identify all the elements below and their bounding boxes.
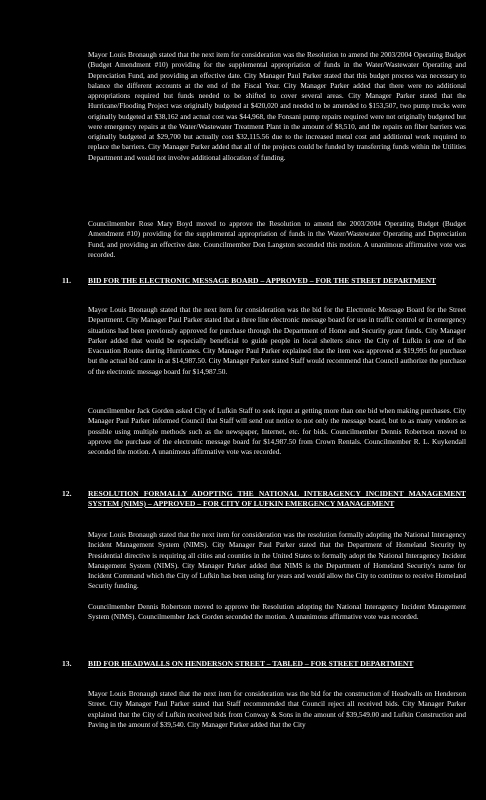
paragraph-budget-motion: Councilmember Rose Mary Boyd moved to approve the Resolution to amend the 2003/2004 Operating Budget (Budget Amendment #10) providing for the supplemental appropriation of funds in the Water/Wastewater Operating and Depreciation Fund, and providing an effective date. Councilmember Don Langston seconded this motion. A unanimous affirmative vote was recorded. bbox=[88, 219, 466, 259]
paragraph-message-board-bid: Mayor Louis Bronaugh stated that the next item for consideration was the bid for the Electronic Message Board for the Street Department. City Manager Paul Parker stated that a three line electronic message board for use in traffic control or in emergency situations had been previously approved for purchase through the Department of Home and Security grant funds. City Manager Parker added that would be especially beneficial to guide people in local shelters since the City of Lufkin is one of the Evacuation Routes during Hurricanes. City Manager Paul Parker explained that the item was approved at $19,995 for purchase but the actual bid came in at $14,987.50. City Manager Parker stated Staff would recommend that Council authorize the purchase of the electronic message board for $14,987.50. bbox=[88, 305, 466, 376]
paragraph-nims-resolution: Mayor Louis Bronaugh stated that the next item for consideration was the resolution formally adopting the National Interagency Incident Management System (NIMS). City Manager Paul Parker stated that the Department of Homeland Security by Presidential directive is requiring all cities and counties in the United States to formally adopt the National Interagency Incident Management System (NIMS). City Manager Parker added that NIMS is the Department of Homeland Security's name for Incident Command which the City of Lufkin has been using for years and would allow the City to continue to receive Homeland Security funding. bbox=[88, 530, 466, 591]
item-11-number: 11. bbox=[62, 276, 72, 285]
item-13-number: 13. bbox=[62, 659, 72, 668]
paragraph-budget-amendment: Mayor Louis Bronaugh stated that the next item for consideration was the Resolution to amend the 2003/2004 Operating Budget (Budget Amendment #10) providing for the supplemental appropriation of funds in the Water/Wastewater Operating and Depreciation Fund, and providing an effective date. City Manager Paul Parker stated that this budget process was necessary to balance the different accounts at the end of the Fiscal Year. City Manager Parker added that there were no additional appropriations required but funds needed to be shifted to cover several areas. City Manager Parker stated that the Hurricane/Flooding Project was originally budgeted at $420,020 and needed to be amended to $153,507, two pump trucks were originally budgeted at $38,162 and actual cost was $44,968, the Fonsani pump repairs required were not originally budgeted but were emergency repairs at the Water/Wastewater Treatment Plant in the amount of $8,510, and the repairs on fiber barriers was originally budgeted at $29,700 but actually cost $32,115.56 due to the increased metal cost and additional work required to replace the barriers. City Manager Parker added that all of the projects could be funded by transferring funds within the Utilities Department and would not involve additional allocation of funding. bbox=[88, 50, 466, 162]
paragraph-message-board-motion: Councilmember Jack Gorden asked City of Lufkin Staff to seek input at getting more than one bid when making purchases. City Manager Paul Parker informed Council that Staff will send out notice to not only the message board, but to as many vendors as possible using multiple methods such as the newspaper, Internet, etc. for bids. Councilmember Dennis Robertson moved to approve the purchase of the electronic message board for $14,987.50 from Crown Rentals. Councilmember R. L. Kuykendall seconded the motion. A unanimous affirmative vote was recorded. bbox=[88, 406, 466, 456]
item-13-heading: BID FOR HEADWALLS ON HENDERSON STREET – TABLED – FOR STREET DEPARTMENT bbox=[88, 659, 414, 668]
paragraph-headwalls-bid: Mayor Louis Bronaugh stated that the next item for consideration was the bid for the construction of Headwalls on Henderson Street. City Manager Paul Parker stated that Staff recommended that Council reject all received bids. City Manager Parker explained that the City of Lufkin received bids from Conway & Sons in the amount of $39,549.00 and Lufkin Construction and Paving in the amount of $39,540. City Manager Parker added that the City bbox=[88, 689, 466, 729]
item-12-heading: RESOLUTION FORMALLY ADOPTING THE NATIONAL INTERAGENCY INCIDENT MANAGEMENT SYSTEM (NIMS) – APPROVED – FOR CITY OF LUFKIN EMERGENCY MANAGEMENT bbox=[88, 489, 466, 508]
item-12-number: 12. bbox=[62, 489, 72, 498]
item-11-heading: BID FOR THE ELECTRONIC MESSAGE BOARD – APPROVED – FOR THE STREET DEPARTMENT bbox=[88, 276, 437, 285]
paragraph-nims-motion: Councilmember Dennis Robertson moved to approve the Resolution adopting the National Interagency Incident Management System (NIMS). Councilmember Jack Gorden seconded the motion. A unanimous affirmative vote was recorded. bbox=[88, 602, 466, 622]
